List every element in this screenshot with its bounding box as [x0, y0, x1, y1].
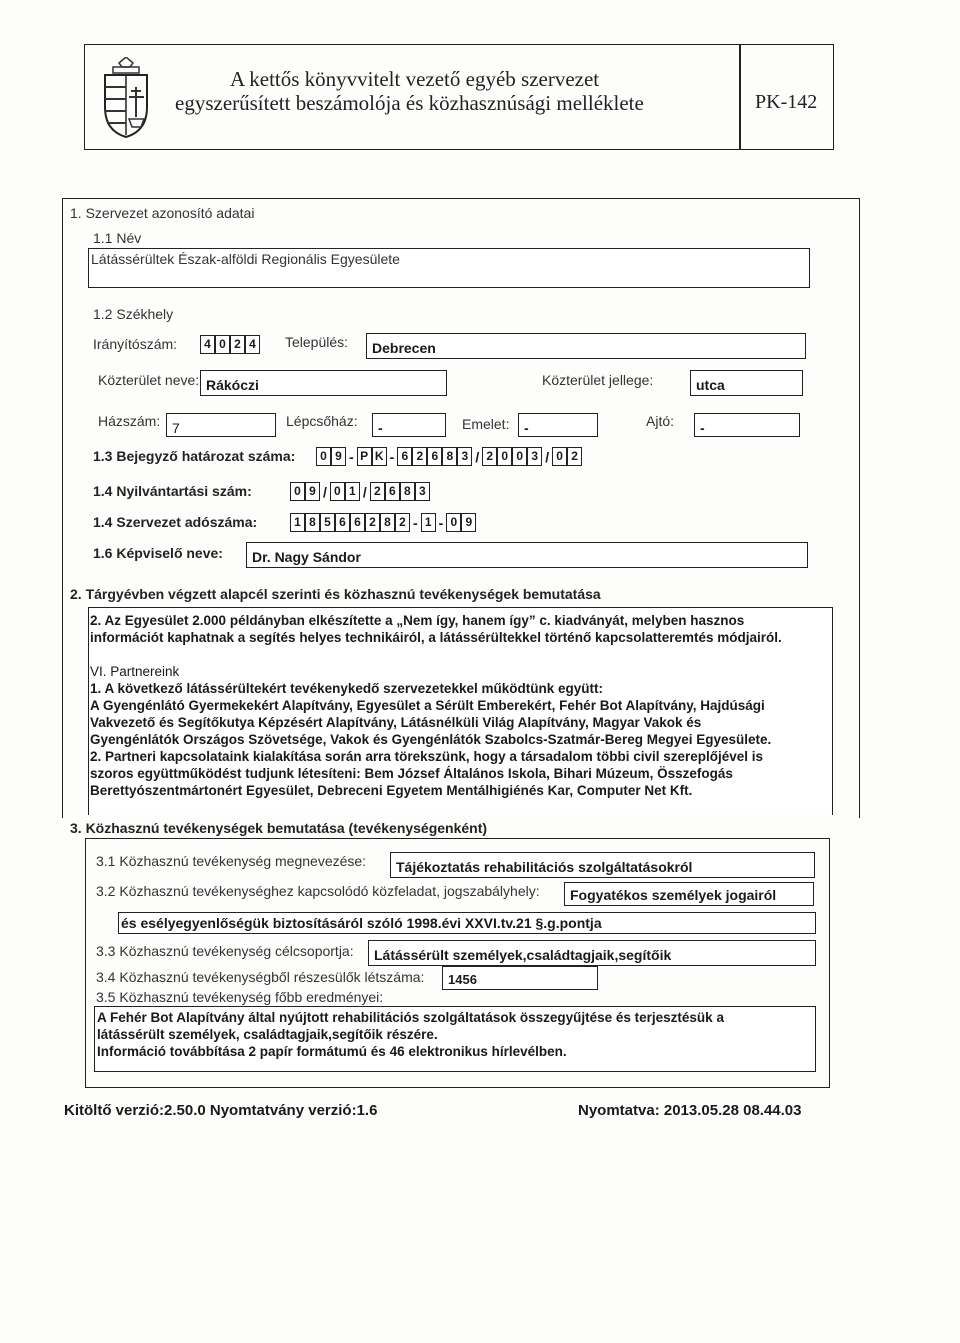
court-digit: 0 [512, 447, 527, 466]
section2-textarea[interactable] [88, 607, 833, 815]
court-digit: 2 [412, 447, 427, 466]
reg-separator: / [362, 483, 367, 500]
door-field[interactable] [694, 413, 800, 437]
reg-digit: 0 [330, 482, 345, 501]
court-digit: K [372, 447, 387, 466]
reg-label: 1.4 Nyilvántartási szám: [93, 483, 252, 499]
house-field[interactable] [166, 413, 276, 437]
form-code: PK-142 [755, 91, 818, 113]
section3-title: 3. Közhasznú tevékenységek bemutatása (tevékenységenként) [70, 820, 488, 836]
results-textarea[interactable] [94, 1006, 816, 1072]
tax-digit: 1 [421, 513, 436, 532]
activity-name-label: 3.1 Közhasznú tevékenység megnevezése: [96, 853, 367, 869]
reg-digit: 9 [305, 482, 320, 501]
public-task-continued-field[interactable] [118, 912, 816, 934]
results-line: A Fehér Bot Alapítvány által nyújtott rehabilitációs szolgáltatások összegyűjtése és terjesztésük a [97, 1010, 724, 1025]
target-group-value: Látássérült személyek,családtagjaik,segítőik [374, 947, 672, 963]
zip-field[interactable] [200, 335, 260, 354]
street-type-field[interactable] [690, 370, 803, 396]
results-label: 3.5 Közhasznú tevékenység főbb eredményei: [96, 989, 384, 1005]
section2-line: szoros együttműködést tudjunk létesíteni: Bem József Általános Iskola, Bihari Múzeum, Összefogás [90, 766, 733, 781]
reg-digit: 0 [290, 482, 305, 501]
stair-field[interactable] [372, 413, 446, 437]
form-title-line1: A kettős könyvvitelt vezető egyéb szervezet [230, 67, 600, 91]
section2-line: VI. Partnereink [90, 664, 180, 679]
section2-line: Berettyószentmártonért Egyesület, Debreceni Egyetem Mentálhigiénés Kar, Computer Net Kft. [90, 783, 693, 798]
street-label: Közterület neve: [98, 372, 200, 388]
court-separator: / [545, 448, 550, 465]
public-task-value: Fogyatékos személyek jogairól [570, 887, 777, 903]
tax-digit: 2 [365, 513, 380, 532]
tax-digit: 1 [290, 513, 305, 532]
floor-value: - [524, 420, 529, 436]
court-digit: 2 [482, 447, 497, 466]
court-digit: 3 [527, 447, 542, 466]
street-value: Rákóczi [206, 377, 259, 393]
court-separator: - [389, 448, 395, 465]
court-digit: 6 [397, 447, 412, 466]
zip-digit: 0 [215, 335, 230, 354]
city-field[interactable] [366, 333, 806, 359]
floor-label: Emelet: [462, 416, 510, 432]
court-separator: - [349, 448, 354, 465]
zip-digit: 2 [230, 335, 245, 354]
tax-digit: 5 [320, 513, 335, 532]
form-title-line2: egyszerűsített beszámolója és közhasznúsági melléklete [175, 91, 644, 115]
target-group-field[interactable] [368, 940, 816, 966]
section2-title: 2. Tárgyévben végzett alapcél szerinti és közhasznú tevékenységek bemutatása [70, 586, 601, 602]
tax-digit: 2 [395, 513, 410, 532]
city-value: Debrecen [372, 340, 436, 356]
name-label: 1.1 Név [93, 230, 142, 246]
court-digit: P [357, 447, 372, 466]
city-label: Település: [285, 334, 349, 350]
activity-name-value: Tájékoztatás rehabilitációs szolgáltatásokról [396, 859, 693, 875]
section1-title: 1. Szervezet azonosító adatai [70, 205, 255, 221]
court-label: 1.3 Bejegyző határozat száma: [93, 448, 296, 464]
reg-digit: 6 [385, 482, 400, 501]
section2-line [90, 646, 832, 663]
tax-digit: 6 [350, 513, 365, 532]
header-divider [739, 45, 741, 149]
door-value: - [700, 420, 705, 436]
reg-number-field[interactable] [290, 482, 430, 501]
court-digit: 9 [331, 447, 346, 466]
coat-of-arms-icon [97, 57, 155, 139]
activity-name-field[interactable] [390, 852, 815, 878]
reg-digit: 1 [345, 482, 360, 501]
tax-separator: - [413, 514, 418, 531]
name-value: Látássérültek Észak-alföldi Regionális Egyesülete [91, 251, 400, 267]
court-number-field[interactable] [316, 447, 582, 466]
street-type-label: Közterület jellege: [542, 372, 654, 388]
tax-label: 1.4 Szervezet adószáma: [93, 514, 258, 530]
stair-value: - [378, 420, 383, 436]
tax-digit: 8 [380, 513, 395, 532]
rep-field[interactable] [246, 542, 808, 568]
rep-value: Dr. Nagy Sándor [252, 549, 361, 565]
public-task-field[interactable] [564, 882, 814, 906]
court-digit: 6 [427, 447, 442, 466]
beneficiaries-field[interactable] [442, 966, 598, 990]
zip-digit: 4 [200, 335, 215, 354]
tax-separator: - [438, 514, 444, 531]
reg-digit: 3 [415, 482, 430, 501]
tax-digit: 9 [461, 513, 476, 532]
section2-line: 1. A következő látássérültekért tevékenykedő szervezetekkel működtünk együtt: [90, 681, 603, 696]
court-digit: 2 [567, 447, 582, 466]
beneficiaries-label: 3.4 Közhasznú tevékenységből részesülők létszáma: [96, 969, 425, 985]
court-digit: 0 [497, 447, 512, 466]
section2-line: információt kaphatnak a segítés helyes technikáiról, a látássérültekkel történő kapcsolatteremtés módjairól. [90, 630, 782, 645]
house-label: Házszám: [98, 413, 161, 429]
footer-version: Kitöltő verzió:2.50.0 Nyomtatvány verzió:1.6 [64, 1102, 378, 1119]
door-label: Ajtó: [646, 413, 675, 429]
target-group-label: 3.3 Közhasznú tevékenység célcsoportja: [96, 943, 354, 959]
tax-number-field[interactable] [290, 513, 476, 532]
results-line: látássérült személyek, családtagjaik,segítőik részére. [97, 1027, 438, 1042]
public-task-continued-value: és esélyegyenlőségük biztosításáról szóló 1998.évi XXVI.tv.21 §.g.pontja [121, 915, 602, 931]
rep-label: 1.6 Képviselő neve: [93, 545, 223, 561]
section2-line: Gyengénlátók Országos Szövetsége, Vakok és Gyengénlátók Szabolcs-Szatmár-Bereg Megyei Egyesülete. [90, 732, 772, 747]
results-line: Információ továbbítása 2 papír formátumú és 46 elektronikus hírlevélben. [97, 1044, 567, 1059]
zip-label: Irányítószám: [93, 336, 178, 352]
tax-digit: 8 [305, 513, 320, 532]
public-task-label: 3.2 Közhasznú tevékenységhez kapcsolódó közfeladat, jogszabályhely: [96, 883, 540, 899]
reg-separator: / [323, 483, 327, 500]
form-header [84, 44, 834, 150]
stair-label: Lépcsőház: [286, 413, 358, 429]
reg-digit: 2 [370, 482, 385, 501]
court-separator: / [475, 448, 480, 465]
zip-digit: 4 [245, 335, 260, 354]
section2-line: 2. Az Egyesület 2.000 példányban elkészítette a „Nem így, hanem így” c. kiadványát, melyben hasznos [90, 613, 745, 628]
reg-digit: 8 [400, 482, 415, 501]
beneficiaries-value: 1456 [448, 972, 477, 987]
floor-field[interactable] [518, 413, 598, 437]
tax-digit: 6 [335, 513, 350, 532]
street-type-value: utca [696, 377, 725, 393]
court-digit: 0 [552, 447, 567, 466]
house-value: 7 [172, 420, 180, 436]
tax-digit: 0 [446, 513, 461, 532]
street-field[interactable] [200, 370, 447, 396]
name-field[interactable] [88, 248, 810, 288]
court-digit: 0 [316, 447, 331, 466]
section2-line: 2. Partneri kapcsolataink kialakítása során arra törekszünk, hogy a társadalom többi civil szereplőjével is [90, 749, 764, 764]
section2-line: A Gyengénlátó Gyermekekért Alapítvány, Egyesület a Sérült Emberekért, Fehér Bot Alapítvány, Hajdúsági [90, 698, 765, 713]
footer-printed: Nyomtatva: 2013.05.28 08.44.03 [578, 1102, 802, 1119]
seat-label: 1.2 Székhely [93, 306, 174, 322]
court-digit: 3 [457, 447, 472, 466]
court-digit: 8 [442, 447, 457, 466]
section2-line: Vakvezető és Segítőkutya Képzésért Alapítvány, Látásnélküli Világ Alapítvány, Magyar Vakok és [90, 715, 702, 730]
